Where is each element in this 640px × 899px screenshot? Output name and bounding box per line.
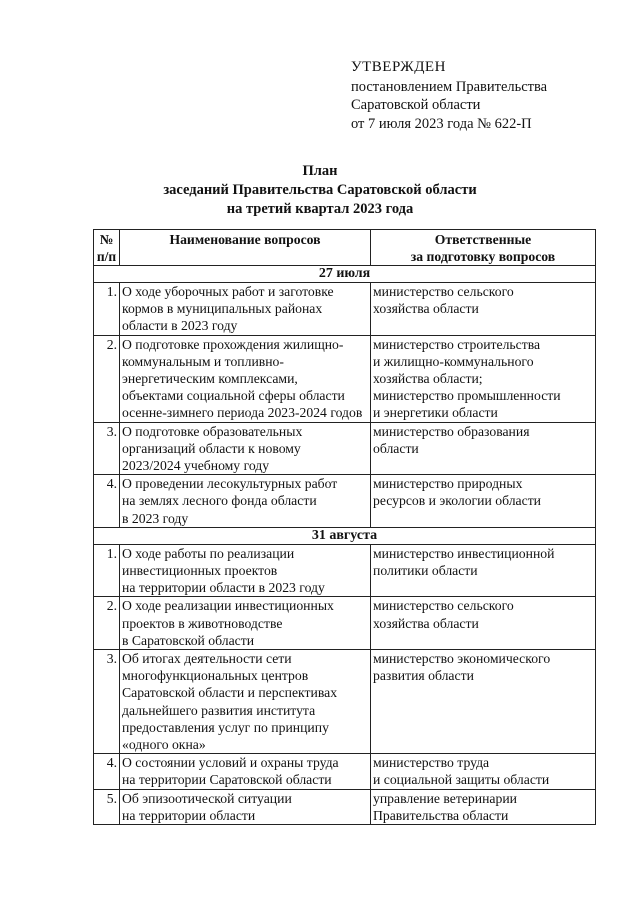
question-line: О ходе работы по реализации [122,545,295,561]
section-date: 31 августа [311,527,378,543]
header-question [120,230,371,266]
responsible-cell [371,754,596,789]
title-line: на третий квартал 2023 года [226,201,414,217]
question-line: Об эпизоотической ситуации [122,790,292,806]
responsible-line: министерство образования [373,423,530,439]
question-line: многофункциональных центров [122,668,309,684]
question-line: в 2023 году [122,510,189,526]
header-question-label: Наименование вопросов [169,232,321,247]
question-line: инвестиционных проектов [122,563,278,579]
responsible-line: развития области [373,668,474,684]
row-number: 4. [94,754,120,789]
responsible-line: министерство промышленности [373,388,561,404]
table-row [94,789,596,824]
date-row [94,527,596,544]
responsible-line: и социальной защиты области [373,772,550,788]
question-line: О состоянии условий и охраны труда [122,755,339,771]
responsible-line: области [373,440,419,456]
question-cell [120,283,371,336]
question-line: О ходе уборочных работ и заготовке [122,284,334,299]
header-num [94,230,120,266]
row-number: 1. [94,283,120,336]
responsible-line: министерство экономического [373,651,551,667]
table-row [94,544,596,597]
responsible-cell [371,650,596,754]
responsible-line: и жилищно-коммунального [373,353,534,369]
responsible-cell [371,335,596,422]
section-date: 27 июля [318,266,371,281]
date-row [94,266,596,283]
plan-table-body [94,266,596,825]
question-cell [120,789,371,824]
responsible-cell [371,544,596,597]
question-cell [120,422,371,475]
responsible-line: хозяйства области [373,615,479,631]
responsible-line: Правительства области [373,807,509,823]
question-line: объектами социальной сферы области [122,388,345,404]
header-num-line: № [99,232,114,247]
question-line: на территории области [122,807,256,823]
responsible-line: хозяйства области [373,301,479,317]
question-line: на территории Саратовской области [122,772,332,788]
responsible-line: хозяйства области; [373,371,483,387]
responsible-cell [371,789,596,824]
date-cell [94,527,596,544]
responsible-line: министерство строительства [373,336,541,352]
question-cell [120,475,371,528]
title-line: заседаний Правительства Саратовской области [163,182,477,198]
question-cell [120,335,371,422]
question-line: области в 2023 году [122,318,238,334]
table-row [94,283,596,336]
question-line: 2023/2024 учебному году [122,458,270,474]
table-row [94,335,596,422]
question-line: О подготовке прохождения жилищно- [122,336,344,352]
row-number: 5. [94,789,120,824]
question-line: О ходе реализации инвестиционных [122,598,334,614]
responsible-line: управление ветеринарии [373,790,517,806]
question-line: организаций области к новому [122,440,301,456]
approval-heading: УТВЕРЖДЕН [351,59,446,75]
responsible-line: министерство труда [373,755,490,771]
table-row [94,650,596,754]
question-line: Саратовской области и перспективах [122,685,338,701]
table-row [94,475,596,528]
header-responsible-line: Ответственные [434,232,532,247]
question-line: дальнейшего развития института [122,702,316,718]
question-line: О подготовке образовательных [122,423,303,439]
responsible-cell [371,283,596,336]
question-line: энергетическим комплексами, [122,371,298,387]
question-cell [120,597,371,650]
question-line: О проведении лесокультурных работ [122,476,338,492]
plan-table [93,229,596,825]
approval-line: постановлением Правительства [351,78,548,95]
question-cell [120,544,371,597]
table-row [94,754,596,789]
approval-line: от 7 июля 2023 года № 622-П [351,115,532,132]
responsible-line: министерство сельского [373,598,514,614]
question-line: в Саратовской области [122,632,255,648]
row-number: 3. [94,422,120,475]
question-cell [120,650,371,754]
date-cell [94,266,596,283]
table-row [94,597,596,650]
responsible-line: и энергетики области [373,405,498,421]
approval-line: Саратовской области [351,97,481,113]
document-title [0,162,640,219]
question-line: кормов в муниципальных районах [122,301,323,317]
responsible-cell [371,597,596,650]
responsible-line: министерство природных [373,476,523,492]
header-responsible-line: за подготовку вопросов [410,248,556,264]
table-row [94,422,596,475]
question-line: осенне-зимнего периода 2023-2024 годов [122,405,363,421]
responsible-line: политики области [373,563,478,579]
question-line: коммунальным и топливно- [122,353,284,369]
approval-block [351,58,547,133]
header-responsible [371,230,596,266]
row-number: 4. [94,475,120,528]
question-line: предоставления услуг по принципу [122,719,329,735]
responsible-line: министерство сельского [373,284,514,299]
table-header-row [94,230,596,266]
responsible-line: министерство инвестиционной [373,545,555,561]
question-line: «одного окна» [122,737,206,753]
row-number: 2. [94,597,120,650]
question-line: проектов в животноводстве [122,615,283,631]
question-line: на землях лесного фонда области [122,493,317,509]
row-number: 3. [94,650,120,754]
row-number: 1. [94,544,120,597]
header-num-line: п/п [96,248,117,264]
responsible-cell [371,422,596,475]
row-number: 2. [94,335,120,422]
question-line: Об итогах деятельности сети [122,651,292,667]
title-line: План [302,163,338,179]
question-line: на территории области в 2023 году [122,580,325,596]
question-cell [120,754,371,789]
responsible-cell [371,475,596,528]
responsible-line: ресурсов и экологии области [373,493,541,509]
